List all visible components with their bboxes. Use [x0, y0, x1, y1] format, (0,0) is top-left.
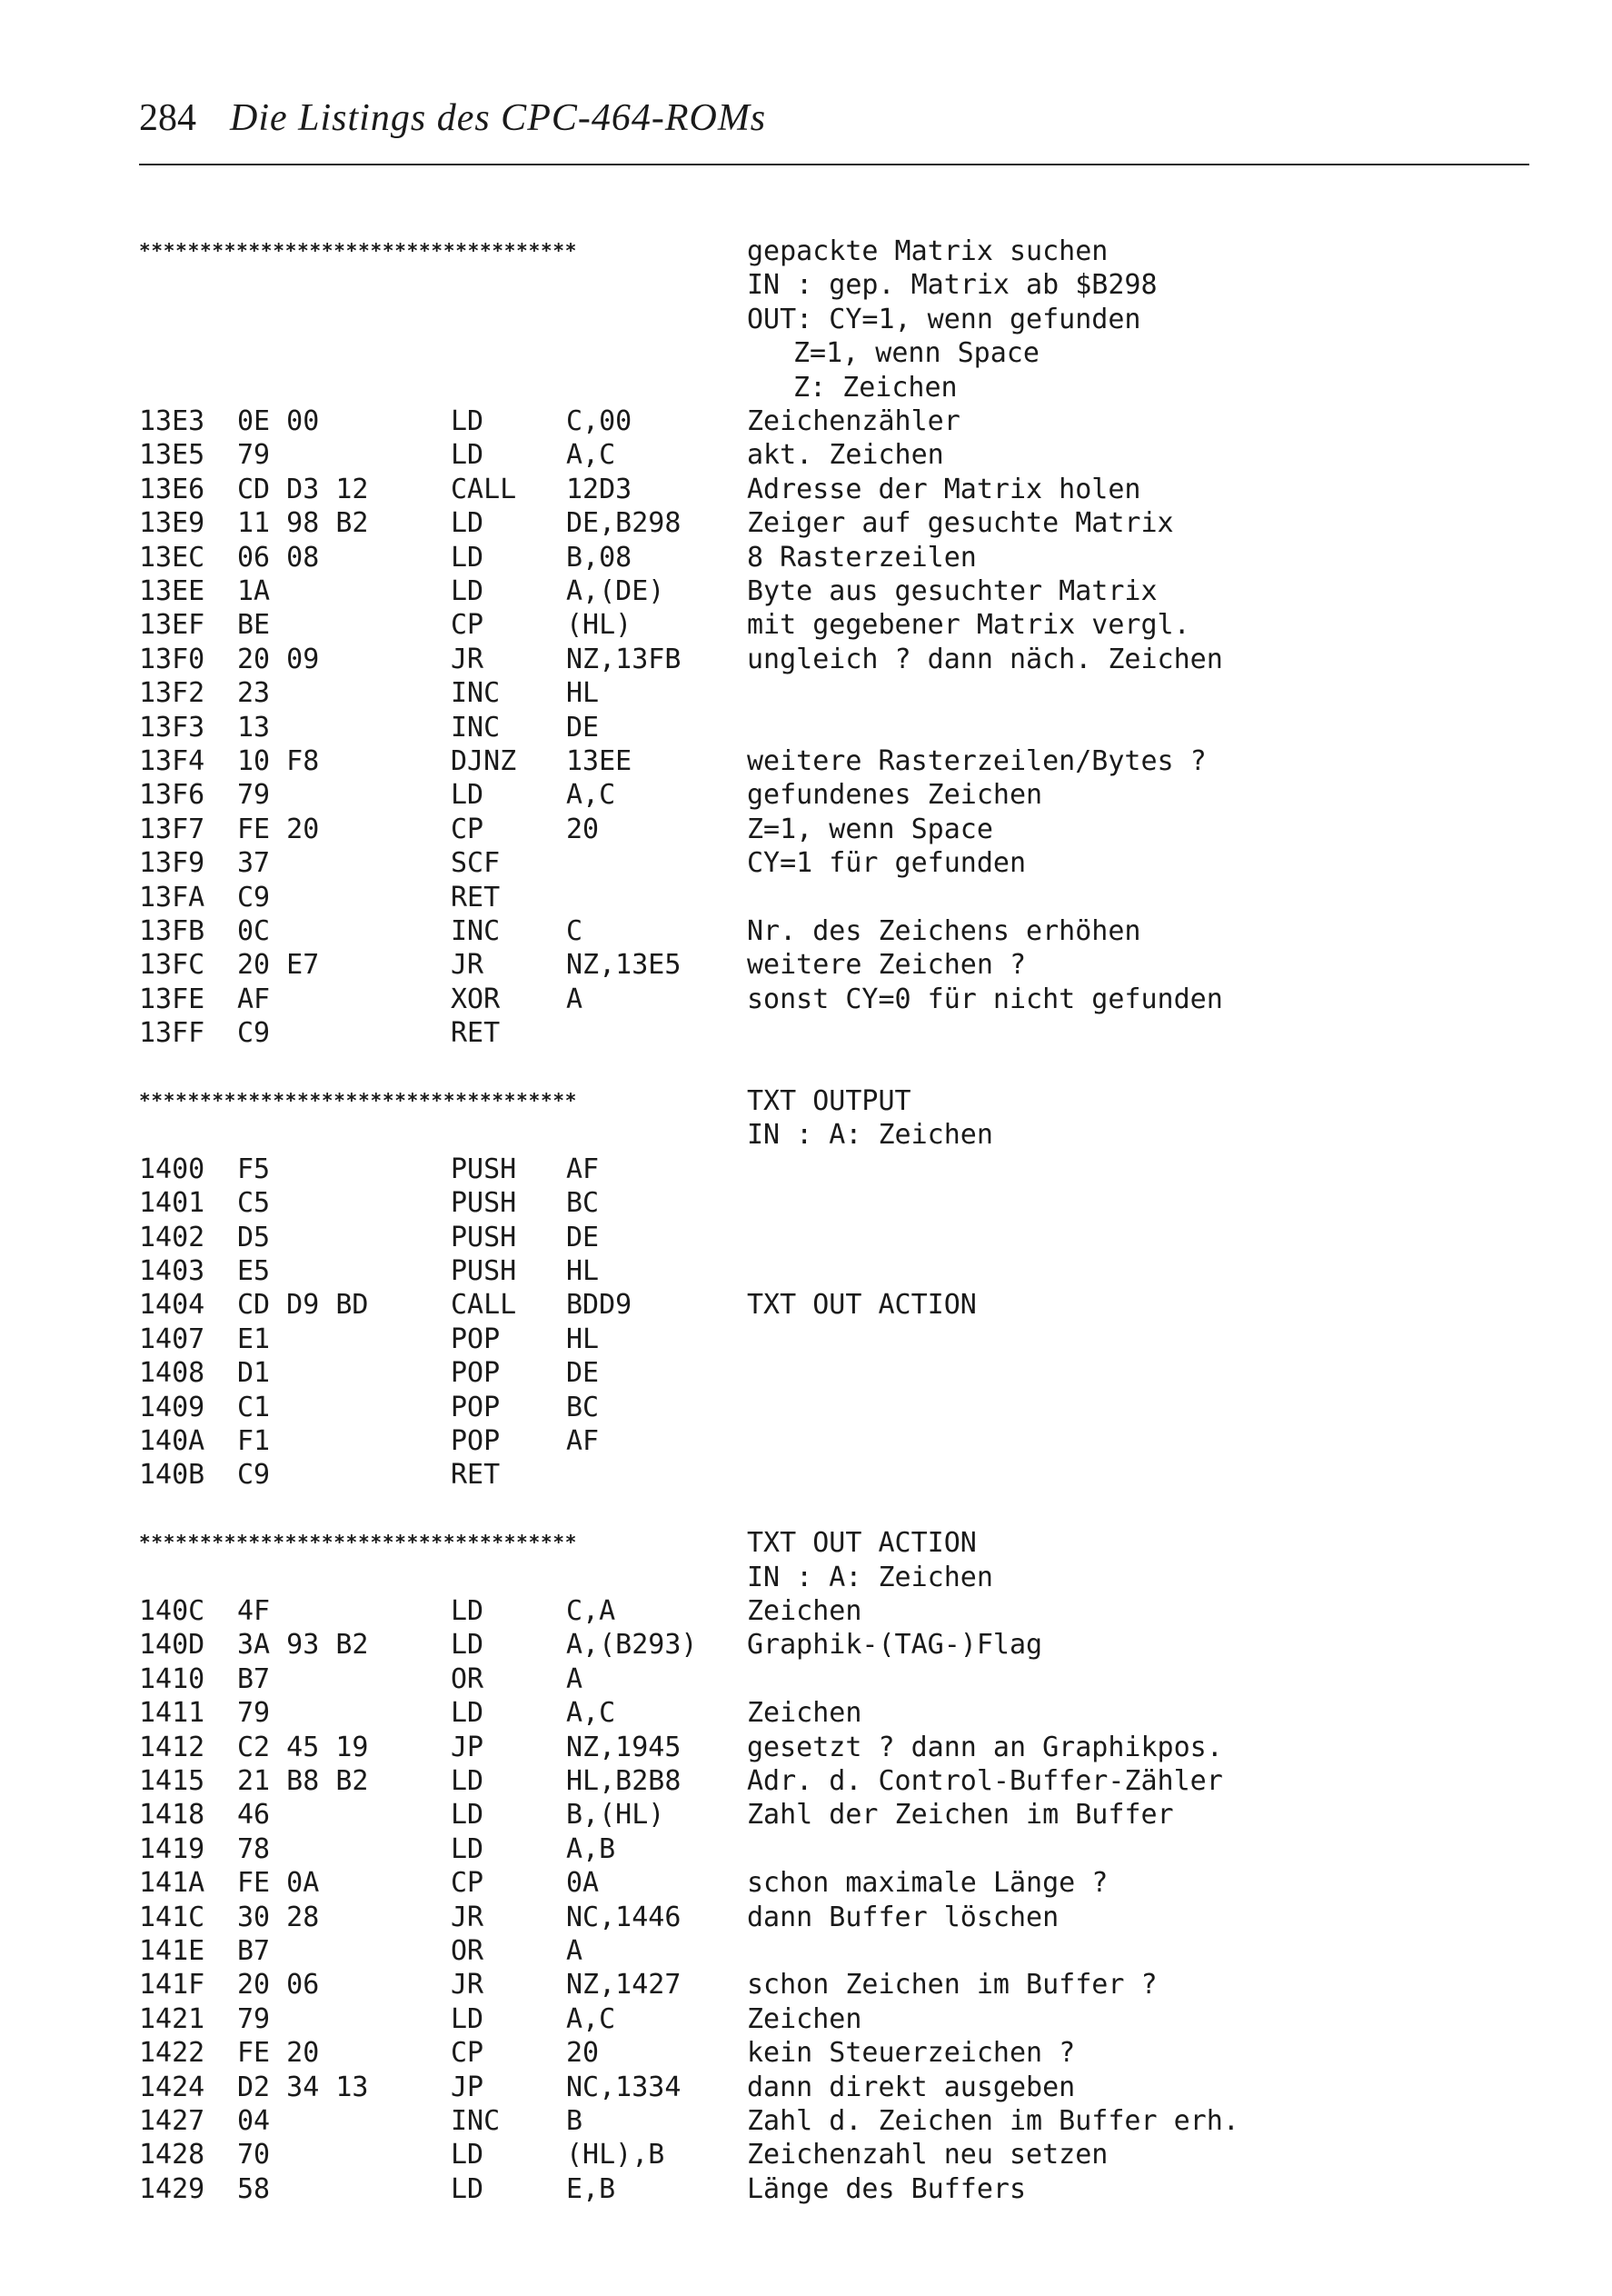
address: 1402: [139, 1221, 205, 1253]
comment: Nr. des Zeichens erhöhen: [747, 915, 1141, 947]
comment: schon maximale Länge ?: [747, 1867, 1109, 1900]
mnemonic: RET: [451, 881, 501, 913]
address: 13F0: [139, 643, 205, 675]
section-heading-line: [0, 303, 1612, 336]
comment: Zahl der Zeichen im Buffer: [747, 1799, 1174, 1832]
mnemonic: CALL: [451, 473, 517, 505]
hex-bytes: 04: [237, 2105, 271, 2137]
section-heading-line: [0, 336, 1612, 370]
listing-row: [0, 2036, 1612, 2070]
operand: AF: [566, 1153, 600, 1185]
listing-row: [0, 2104, 1612, 2138]
mnemonic: JR: [451, 1969, 484, 2002]
operand: 13EE: [566, 745, 632, 777]
operand: DE: [566, 1221, 600, 1253]
mnemonic: PUSH: [451, 1221, 517, 1253]
address: 13FA: [139, 881, 205, 913]
section-heading-line: [0, 1561, 1612, 1594]
hex-bytes: 20 E7: [237, 949, 320, 982]
listing-row: [0, 948, 1612, 982]
hex-bytes: AF: [237, 983, 271, 1015]
listing-row: [0, 574, 1612, 608]
hex-bytes: D2 34 13: [237, 2071, 369, 2103]
separator-stars: ************************************: [139, 1532, 578, 1554]
hex-bytes: 79: [237, 2002, 271, 2035]
operand: BC: [566, 1187, 600, 1220]
listing-row: [0, 711, 1612, 744]
separator-stars: ************************************: [139, 240, 578, 262]
operand: BDD9: [566, 1289, 632, 1322]
address: 140D: [139, 1629, 205, 1662]
mnemonic: LD: [451, 2172, 484, 2205]
mnemonic: POP: [451, 1323, 501, 1355]
mnemonic: SCF: [451, 847, 501, 880]
operand: HL,B2B8: [566, 1765, 682, 1797]
hex-bytes: 10 F8: [237, 745, 320, 777]
operand: HL: [566, 1323, 600, 1355]
operand: A: [566, 1935, 583, 1967]
operand: NZ,1945: [566, 1731, 682, 1763]
comment: weitere Zeichen ?: [747, 949, 1027, 982]
mnemonic: CP: [451, 1867, 484, 1900]
listing-row: [0, 1254, 1612, 1288]
hex-bytes: 79: [237, 439, 271, 472]
address: 13F7: [139, 813, 205, 845]
operand: (HL),B: [566, 2139, 665, 2171]
comment: Länge des Buffers: [747, 2172, 1027, 2205]
address: 1428: [139, 2139, 205, 2171]
hex-bytes: 79: [237, 1697, 271, 1730]
address: 13E6: [139, 473, 205, 505]
mnemonic: DJNZ: [451, 745, 517, 777]
comment: Zeichen: [747, 2002, 862, 2035]
operand: C,A: [566, 1595, 616, 1627]
operand: A,C: [566, 1697, 616, 1730]
comment: gesetzt ? dann an Graphikpos.: [747, 1731, 1223, 1763]
section-heading-line: [0, 1526, 1612, 1560]
listing-row: [0, 1764, 1612, 1798]
listing-row: [0, 1186, 1612, 1220]
mnemonic: LD: [451, 2002, 484, 2035]
listing-row: [0, 1323, 1612, 1356]
address: 141A: [139, 1867, 205, 1900]
operand: B: [566, 2105, 583, 2137]
comment: mit gegebener Matrix vergl.: [747, 609, 1190, 642]
operand: NZ,13E5: [566, 949, 682, 982]
address: 13E9: [139, 507, 205, 540]
section-heading-line: [0, 235, 1612, 268]
mnemonic: XOR: [451, 983, 501, 1015]
section-heading-text: OUT: CY=1, wenn gefunden: [747, 303, 1141, 335]
listing-row: [0, 1391, 1612, 1424]
address: 13FC: [139, 949, 205, 982]
listing-row: [0, 846, 1612, 880]
hex-bytes: B7: [237, 1935, 271, 1967]
hex-bytes: 13: [237, 711, 271, 744]
operand: 0A: [566, 1867, 600, 1900]
address: 1410: [139, 1662, 205, 1695]
address: 13F6: [139, 779, 205, 812]
hex-bytes: B7: [237, 1662, 271, 1695]
address: 1400: [139, 1153, 205, 1185]
mnemonic: JP: [451, 2071, 484, 2103]
mnemonic: INC: [451, 677, 501, 710]
address: 13FE: [139, 983, 205, 1015]
address: 13F9: [139, 847, 205, 880]
address: 1408: [139, 1357, 205, 1390]
hex-bytes: 20 09: [237, 643, 320, 675]
listing-row: [0, 1798, 1612, 1832]
address: 13F2: [139, 677, 205, 710]
address: 1407: [139, 1323, 205, 1355]
section-heading-line: [0, 371, 1612, 404]
mnemonic: LD: [451, 439, 484, 472]
mnemonic: LD: [451, 541, 484, 574]
hex-bytes: E5: [237, 1255, 271, 1287]
address: 1403: [139, 1255, 205, 1287]
listing-row: [0, 881, 1612, 914]
hex-bytes: C5: [237, 1187, 271, 1220]
comment: Byte aus gesuchter Matrix: [747, 575, 1158, 607]
address: 1421: [139, 2002, 205, 2035]
address: 13EE: [139, 575, 205, 607]
listing-row: [0, 676, 1612, 710]
address: 1412: [139, 1731, 205, 1763]
hex-bytes: E1: [237, 1323, 271, 1355]
mnemonic: CP: [451, 813, 484, 845]
section-heading-text: IN : A: Zeichen: [747, 1119, 993, 1152]
mnemonic: PUSH: [451, 1255, 517, 1287]
hex-bytes: 11 98 B2: [237, 507, 369, 540]
hex-bytes: 0C: [237, 915, 271, 947]
comment: dann Buffer löschen: [747, 1901, 1060, 1933]
mnemonic: JR: [451, 949, 484, 982]
address: 13E5: [139, 439, 205, 472]
section-heading-line: [0, 268, 1612, 302]
listing-row: [0, 473, 1612, 506]
mnemonic: LD: [451, 1799, 484, 1832]
hex-bytes: 20 06: [237, 1969, 320, 2002]
listing-row: [0, 1628, 1612, 1662]
operand: E,B: [566, 2172, 616, 2205]
address: 1427: [139, 2105, 205, 2137]
comment: Zeichen: [747, 1595, 862, 1627]
mnemonic: JR: [451, 643, 484, 675]
listing-row: [0, 506, 1612, 540]
operand: B,(HL): [566, 1799, 665, 1832]
comment: CY=1 für gefunden: [747, 847, 1027, 880]
mnemonic: JR: [451, 1901, 484, 1933]
comment: schon Zeichen im Buffer ?: [747, 1969, 1158, 2002]
comment: akt. Zeichen: [747, 439, 944, 472]
listing-row: [0, 744, 1612, 778]
address: 1419: [139, 1832, 205, 1865]
hex-bytes: 37: [237, 847, 271, 880]
comment: Zeichenzahl neu setzen: [747, 2139, 1109, 2171]
section-heading-text: TXT OUT ACTION: [747, 1527, 977, 1560]
hex-bytes: 0E 00: [237, 405, 320, 437]
mnemonic: CP: [451, 2037, 484, 2070]
comment: kein Steuerzeichen ?: [747, 2037, 1076, 2070]
comment: Zeichen: [747, 1697, 862, 1730]
comment: Adresse der Matrix holen: [747, 473, 1141, 505]
listing-row: [0, 1016, 1612, 1050]
mnemonic: LD: [451, 405, 484, 437]
address: 1424: [139, 2071, 205, 2103]
comment: 8 Rasterzeilen: [747, 541, 977, 574]
operand: BC: [566, 1391, 600, 1423]
address: 13EC: [139, 541, 205, 574]
address: 1418: [139, 1799, 205, 1832]
mnemonic: CP: [451, 609, 484, 642]
listing-row: [0, 1153, 1612, 1186]
hex-bytes: C1: [237, 1391, 271, 1423]
address: 141C: [139, 1901, 205, 1933]
operand: C: [566, 915, 583, 947]
comment: gefundenes Zeichen: [747, 779, 1043, 812]
address: 1404: [139, 1289, 205, 1322]
section-heading-text: gepackte Matrix suchen: [747, 235, 1109, 267]
mnemonic: POP: [451, 1425, 501, 1457]
address: 1422: [139, 2037, 205, 2070]
listing-row: [0, 1866, 1612, 1900]
hex-bytes: 23: [237, 677, 271, 710]
hex-bytes: 79: [237, 779, 271, 812]
operand: A,C: [566, 2002, 616, 2035]
mnemonic: RET: [451, 1017, 501, 1050]
listing-row: [0, 1696, 1612, 1730]
section-heading-text: TXT OUTPUT: [747, 1085, 911, 1117]
hex-bytes: D5: [237, 1221, 271, 1253]
mnemonic: LD: [451, 1697, 484, 1730]
mnemonic: JP: [451, 1731, 484, 1763]
mnemonic: LD: [451, 1765, 484, 1797]
listing-row: [0, 2002, 1612, 2036]
hex-bytes: 78: [237, 1832, 271, 1865]
address: 1401: [139, 1187, 205, 1220]
mnemonic: LD: [451, 1832, 484, 1865]
listing-row: [0, 1221, 1612, 1254]
operand: (HL): [566, 609, 632, 642]
hex-bytes: C9: [237, 881, 271, 913]
listing-row: [0, 1424, 1612, 1458]
listing-row: [0, 1288, 1612, 1322]
operand: AF: [566, 1425, 600, 1457]
hex-bytes: C9: [237, 1017, 271, 1050]
mnemonic: POP: [451, 1391, 501, 1423]
address: 141F: [139, 1969, 205, 2002]
operand: A,C: [566, 439, 616, 472]
address: 140A: [139, 1425, 205, 1457]
operand: A,C: [566, 779, 616, 812]
listing-row: [0, 1731, 1612, 1764]
listing-row: [0, 438, 1612, 472]
hex-bytes: F1: [237, 1425, 271, 1457]
operand: 20: [566, 2037, 600, 2070]
operand: DE: [566, 1357, 600, 1390]
hex-bytes: 21 B8 B2: [237, 1765, 369, 1797]
listing-row: [0, 404, 1612, 438]
hex-bytes: FE 20: [237, 813, 320, 845]
mnemonic: INC: [451, 915, 501, 947]
mnemonic: OR: [451, 1935, 484, 1967]
comment: dann direkt ausgeben: [747, 2071, 1076, 2103]
operand: B,08: [566, 541, 632, 574]
comment: ungleich ? dann näch. Zeichen: [747, 643, 1223, 675]
comment: Zeichenzähler: [747, 405, 960, 437]
operand: C,00: [566, 405, 632, 437]
hex-bytes: F5: [237, 1153, 271, 1185]
comment: sonst CY=0 für nicht gefunden: [747, 983, 1223, 1015]
operand: NZ,13FB: [566, 643, 682, 675]
operand: NZ,1427: [566, 1969, 682, 2002]
mnemonic: LD: [451, 1629, 484, 1662]
listing-row: [0, 1934, 1612, 1968]
address: 13FB: [139, 915, 205, 947]
hex-bytes: 1A: [237, 575, 271, 607]
hex-bytes: D1: [237, 1357, 271, 1390]
listing-row: [0, 1968, 1612, 2002]
hex-bytes: 46: [237, 1799, 271, 1832]
comment: TXT OUT ACTION: [747, 1289, 977, 1322]
mnemonic: OR: [451, 1662, 484, 1695]
address: 13F4: [139, 745, 205, 777]
listing-row: [0, 983, 1612, 1016]
address: 13E3: [139, 405, 205, 437]
comment: Graphik-(TAG-)Flag: [747, 1629, 1043, 1662]
section-heading-text: IN : A: Zeichen: [747, 1561, 993, 1593]
mnemonic: LD: [451, 779, 484, 812]
operand: A: [566, 1662, 583, 1695]
listing-row: [0, 1832, 1612, 1866]
listing-row: [0, 1458, 1612, 1492]
operand: A,(DE): [566, 575, 665, 607]
operand: HL: [566, 677, 600, 710]
listing-row: [0, 608, 1612, 642]
address: 13F3: [139, 711, 205, 744]
hex-bytes: 06 08: [237, 541, 320, 574]
hex-bytes: C2 45 19: [237, 1731, 369, 1763]
section-heading-text: IN : gep. Matrix ab $B298: [747, 269, 1158, 302]
listing-row: [0, 813, 1612, 846]
hex-bytes: BE: [237, 609, 271, 642]
comment: Z=1, wenn Space: [747, 813, 993, 845]
mnemonic: POP: [451, 1357, 501, 1390]
hex-bytes: 3A 93 B2: [237, 1629, 369, 1662]
address: 13EF: [139, 609, 205, 642]
address: 140B: [139, 1459, 205, 1492]
operand: NC,1446: [566, 1901, 682, 1933]
hex-bytes: 70: [237, 2139, 271, 2171]
operand: 20: [566, 813, 600, 845]
listing-row: [0, 1662, 1612, 1696]
mnemonic: CALL: [451, 1289, 517, 1322]
section-heading-line: [0, 1118, 1612, 1152]
hex-bytes: CD D9 BD: [237, 1289, 369, 1322]
operand: A,B: [566, 1832, 616, 1865]
mnemonic: INC: [451, 711, 501, 744]
hex-bytes: 30 28: [237, 1901, 320, 1933]
page-number: 284: [139, 97, 196, 139]
mnemonic: LD: [451, 1595, 484, 1627]
operand: DE: [566, 711, 600, 744]
mnemonic: INC: [451, 2105, 501, 2137]
section-heading-text: Z=1, wenn Space: [793, 337, 1040, 370]
hex-bytes: FE 0A: [237, 1867, 320, 1900]
hex-bytes: 4F: [237, 1595, 271, 1627]
listing-row: [0, 2071, 1612, 2104]
mnemonic: LD: [451, 575, 484, 607]
mnemonic: LD: [451, 507, 484, 540]
address: 1411: [139, 1697, 205, 1730]
section-heading-text: Z: Zeichen: [793, 371, 958, 404]
listing-row: [0, 2138, 1612, 2171]
address: 141E: [139, 1935, 205, 1967]
separator-stars: ************************************: [139, 1090, 578, 1112]
listing-row: [0, 643, 1612, 676]
listing-row: [0, 914, 1612, 948]
listing-row: [0, 1901, 1612, 1934]
section-heading-line: [0, 1084, 1612, 1118]
comment: weitere Rasterzeilen/Bytes ?: [747, 745, 1207, 777]
address: 1409: [139, 1391, 205, 1423]
mnemonic: LD: [451, 2139, 484, 2171]
hex-bytes: 58: [237, 2172, 271, 2205]
mnemonic: PUSH: [451, 1153, 517, 1185]
comment: Adr. d. Control-Buffer-Zähler: [747, 1765, 1223, 1797]
address: 140C: [139, 1595, 205, 1627]
listing-row: [0, 2172, 1612, 2206]
listing-row: [0, 778, 1612, 812]
address: 1429: [139, 2172, 205, 2205]
operand: NC,1334: [566, 2071, 682, 2103]
hex-bytes: C9: [237, 1459, 271, 1492]
address: 1415: [139, 1765, 205, 1797]
listing-row: [0, 1594, 1612, 1628]
operand: 12D3: [566, 473, 632, 505]
mnemonic: RET: [451, 1459, 501, 1492]
operand: HL: [566, 1255, 600, 1287]
listing-row: [0, 1356, 1612, 1390]
comment: Zahl d. Zeichen im Buffer erh.: [747, 2105, 1239, 2137]
operand: DE,B298: [566, 507, 682, 540]
hex-bytes: FE 20: [237, 2037, 320, 2070]
operand: A: [566, 983, 583, 1015]
comment: Zeiger auf gesuchte Matrix: [747, 507, 1174, 540]
mnemonic: PUSH: [451, 1187, 517, 1220]
page-title: Die Listings des CPC-464-ROMs: [230, 97, 767, 139]
hex-bytes: CD D3 12: [237, 473, 369, 505]
address: 13FF: [139, 1017, 205, 1050]
operand: A,(B293): [566, 1629, 698, 1662]
listing-row: [0, 541, 1612, 574]
